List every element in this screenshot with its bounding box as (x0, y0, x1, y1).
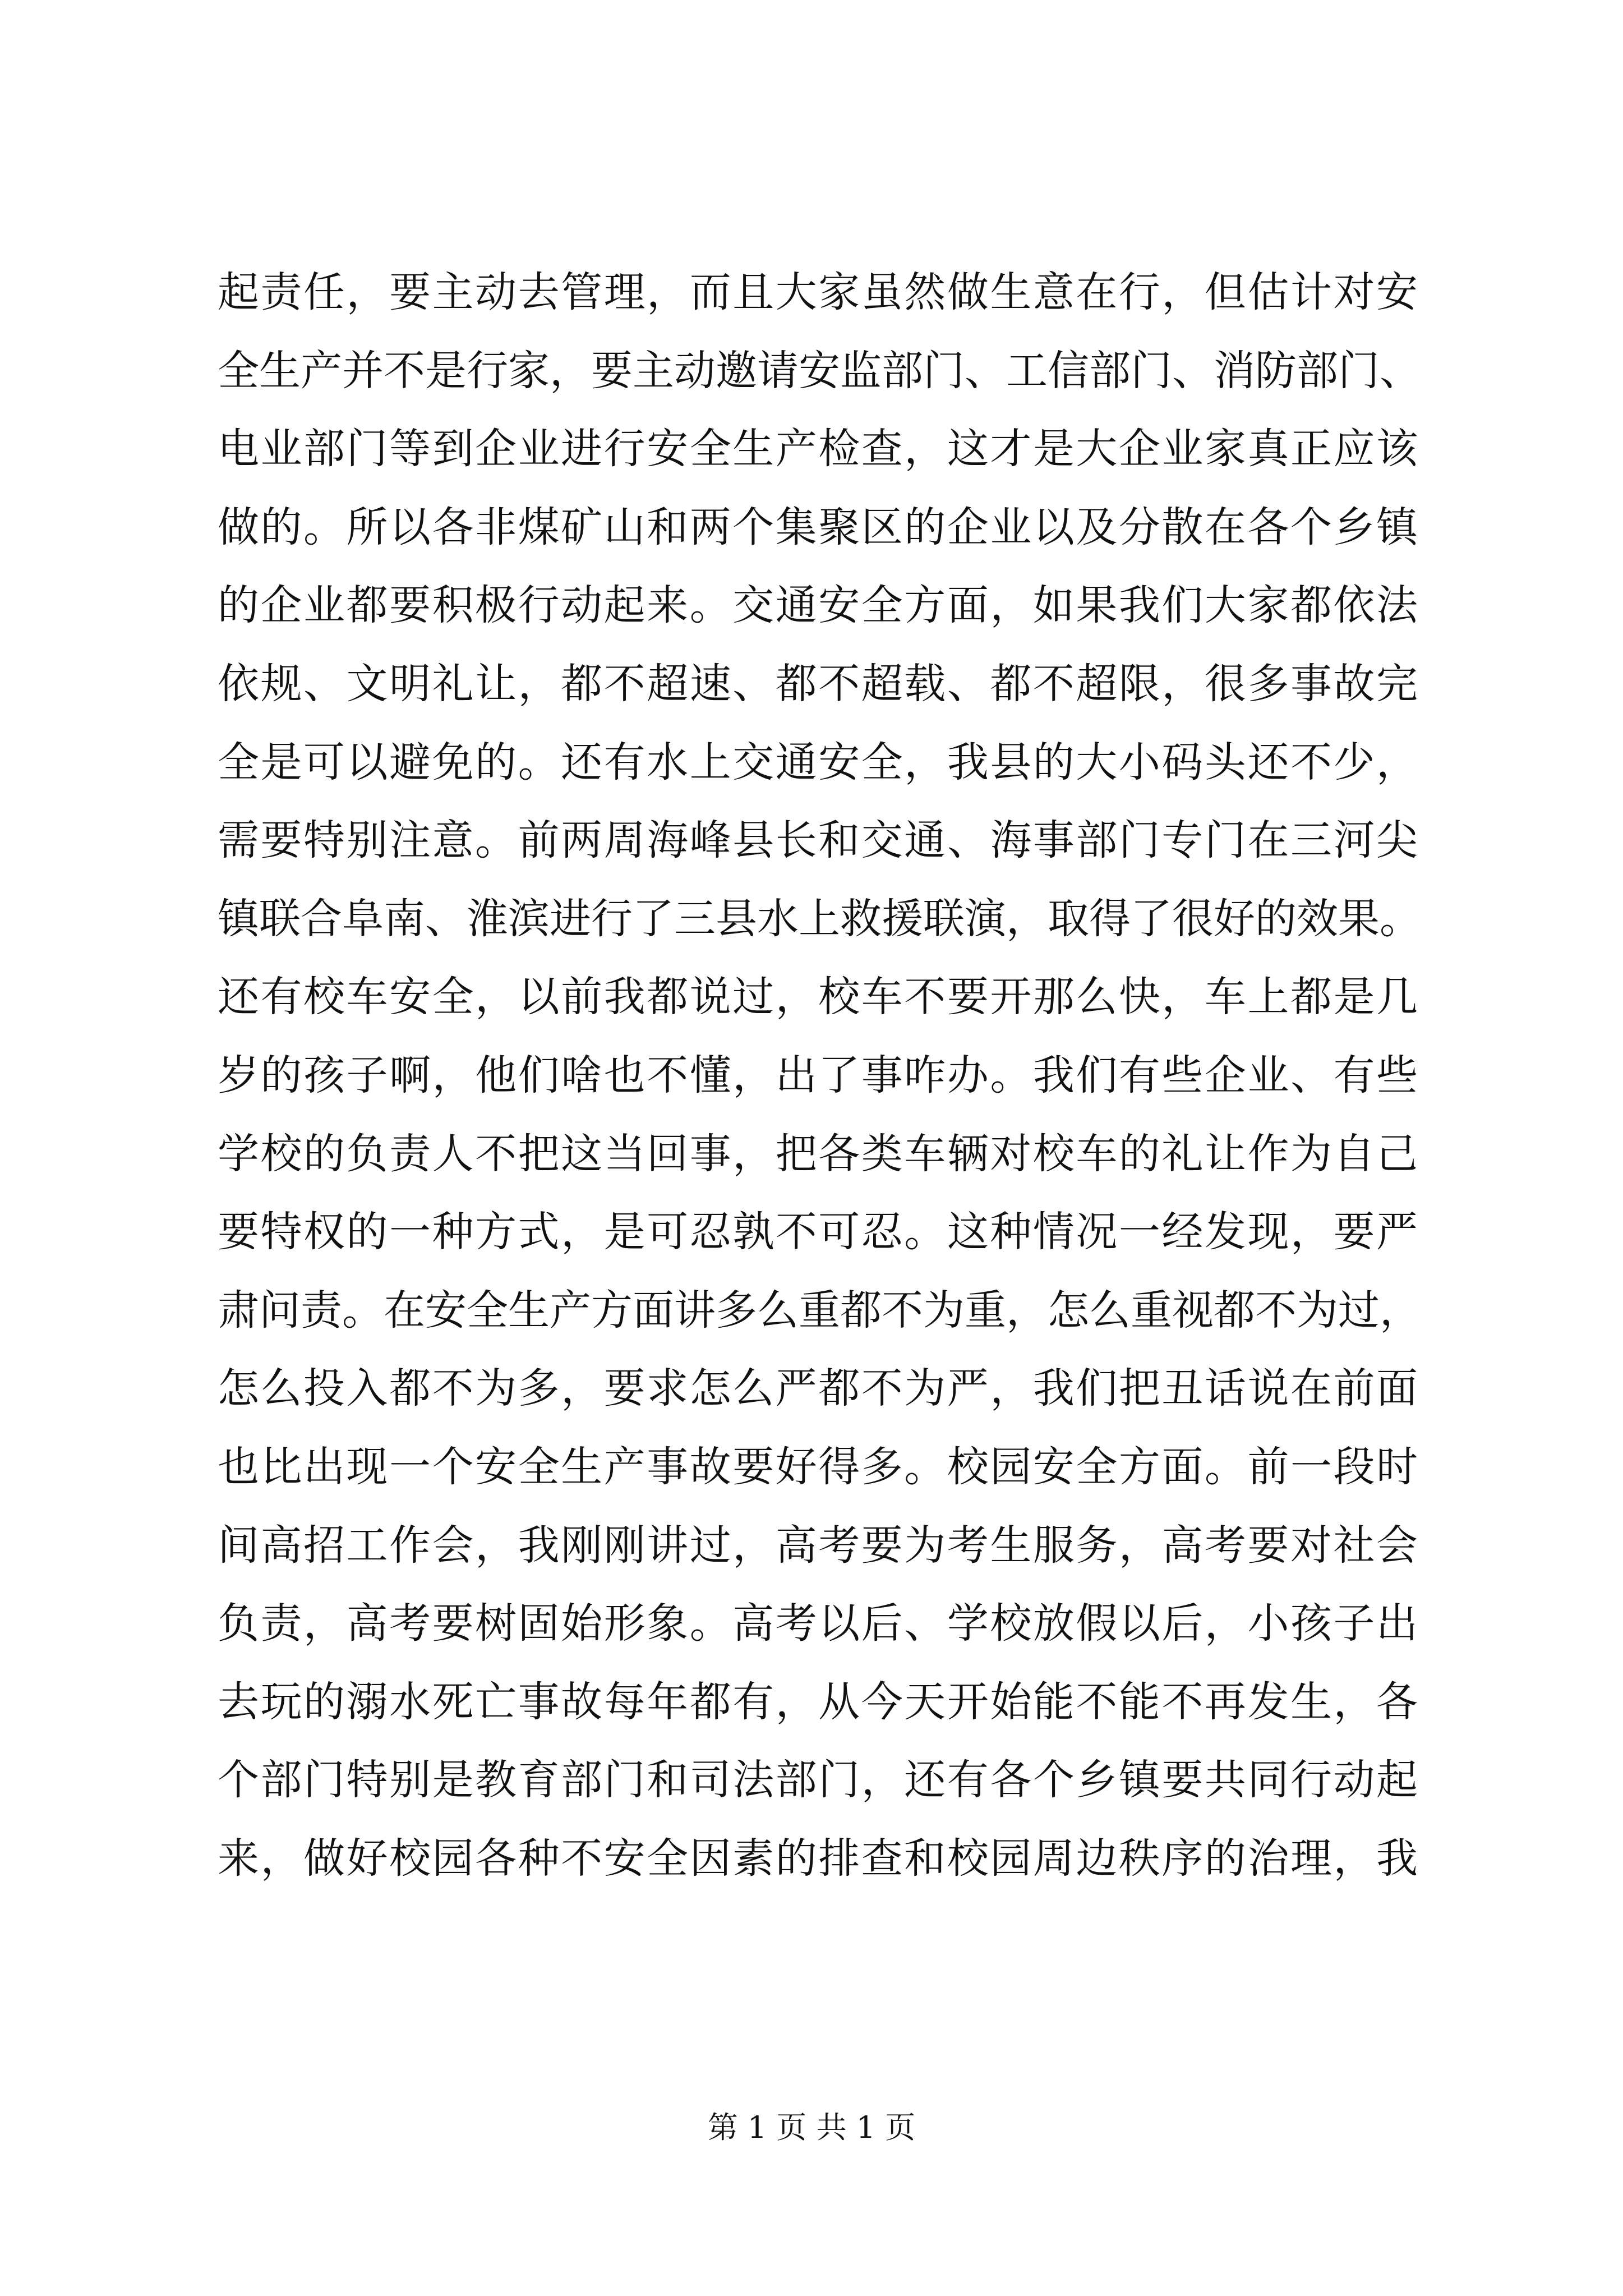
text-line: 做的。所以各非煤矿山和两个集聚区的企业以及分散在各个乡镇 (218, 503, 1418, 551)
text-line: 需要特别注意。前两周海峰县长和交通、海事部门专门在三河尖 (218, 816, 1418, 865)
text-line: 来，做好校园各种不安全因素的排查和校园周边秩序的治理，我 (218, 1834, 1418, 1883)
text-line: 去玩的溺水死亡事故每年都有，从今天开始能不能不再发生，各 (218, 1677, 1418, 1726)
body-text (218, 254, 1421, 1898)
text-line: 电业部门等到企业进行安全生产检查，这才是大企业家真正应该 (218, 425, 1418, 473)
text-line: 要特权的一种方式，是可忍孰不可忍。这种情况一经发现，要严 (218, 1208, 1418, 1257)
text-line: 还有校车安全，以前我都说过，校车不要开那么快，车上都是几 (218, 973, 1418, 1022)
text-line: 镇联合阜南、淮滨进行了三县水上救援联演，取得了很好的效果。 (218, 894, 1421, 943)
text-line: 依规、文明礼让，都不超速、都不超载、都不超限，很多事故完 (218, 659, 1418, 708)
text-line: 肃问责。在安全生产方面讲多么重都不为重，怎么重视都不为过， (218, 1286, 1421, 1335)
text-line: 负责，高考要树固始形象。高考以后、学校放假以后，小孩子出 (218, 1599, 1418, 1648)
text-line: 岁的孩子啊，他们啥也不懂，出了事咋办。我们有些企业、有些 (218, 1051, 1418, 1099)
text-line: 间高招工作会，我刚刚讲过，高考要为考生服务，高考要对社会 (218, 1521, 1418, 1570)
text-line: 全生产并不是行家，要主动邀请安监部门、工信部门、消防部门、 (218, 346, 1421, 395)
text-line: 全是可以避免的。还有水上交通安全，我县的大小码头还不少， (218, 738, 1418, 786)
text-line: 学校的负责人不把这当回事，把各类车辆对校车的礼让作为自己 (218, 1129, 1418, 1178)
text-line: 也比出现一个安全生产事故要好得多。校园安全方面。前一段时 (218, 1442, 1418, 1491)
page-footer: 第 1 页 共 1 页 (707, 2110, 916, 2145)
text-line: 的企业都要积极行动起来。交通安全方面，如果我们大家都依法 (218, 581, 1418, 630)
text-line: 起责任，要主动去管理，而且大家虽然做生意在行，但估计对安 (218, 268, 1418, 316)
text-line: 个部门特别是教育部门和司法部门，还有各个乡镇要共同行动起 (218, 1756, 1418, 1805)
text-line: 怎么投入都不为多，要求怎么严都不为严，我们把丑话说在前面 (218, 1364, 1418, 1413)
